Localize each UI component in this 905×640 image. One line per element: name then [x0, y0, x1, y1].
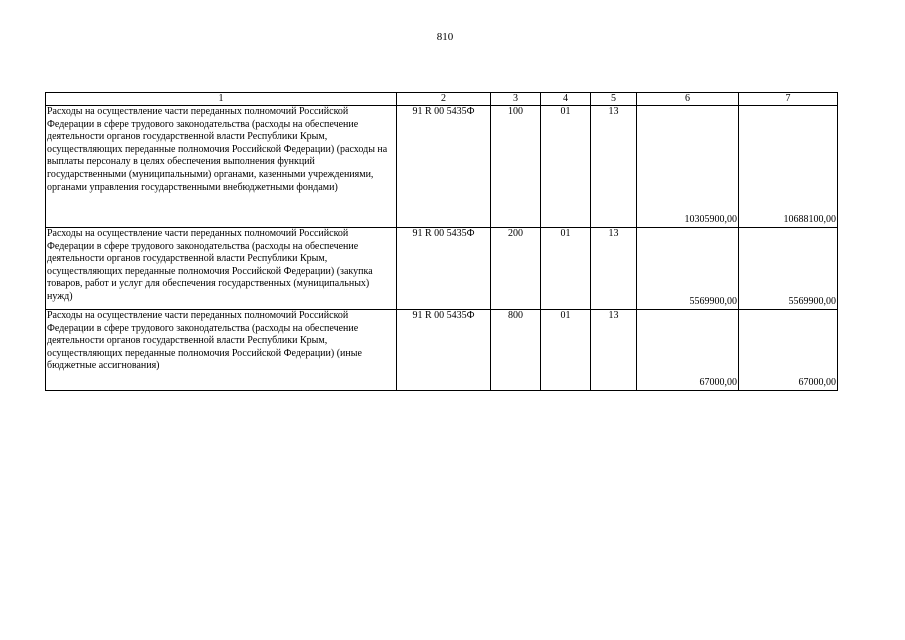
amount-col7: 67000,00	[739, 310, 838, 391]
target-article-code: 91 R 00 5435Ф	[397, 310, 491, 391]
amount-col7: 10688100,00	[739, 106, 838, 228]
target-article-code: 91 R 00 5435Ф	[397, 228, 491, 310]
expense-description: Расходы на осуществление части переданных полномочий Российской Федерации в сфере трудового законодательства (расходы на обеспечение деятельности органов государственной власти Республики Крым, осуществляющих переданные полномочия Российской Федерации) (иные бюджетные ассигнования)	[46, 310, 397, 391]
page-number: 810	[436, 31, 454, 43]
subsection-code: 13	[591, 228, 637, 310]
column-header: 7	[739, 93, 838, 106]
amount-col6: 67000,00	[637, 310, 739, 391]
table-header-row	[46, 93, 838, 106]
expense-description: Расходы на осуществление части переданных полномочий Российской Федерации в сфере трудового законодательства (расходы на обеспечение деятельности органов государственной власти Республики Крым, осуществляющих переданные полномочия Российской Федерации) (расходы на выплаты персоналу в целях обеспечения выполнения функций государственными (муниципальными) органами, казенными учреждениями, органами управления государственными внебюджетными фондами)	[46, 106, 397, 228]
column-header: 3	[491, 93, 541, 106]
section-code: 01	[541, 310, 591, 391]
expense-type-code: 200	[491, 228, 541, 310]
column-header: 1	[46, 93, 397, 106]
column-header: 5	[591, 93, 637, 106]
column-header: 2	[397, 93, 491, 106]
amount-col6: 5569900,00	[637, 228, 739, 310]
expense-type-code: 100	[491, 106, 541, 228]
amount-col7: 5569900,00	[739, 228, 838, 310]
expense-type-code: 800	[491, 310, 541, 391]
subsection-code: 13	[591, 310, 637, 391]
expense-description: Расходы на осуществление части переданных полномочий Российской Федерации в сфере трудового законодательства (расходы на обеспечение деятельности органов государственной власти Республики Крым, осуществляющих переданные полномочия Российской Федерации) (закупка товаров, работ и услуг для обеспечения государственных (муниципальных) нужд)	[46, 228, 397, 310]
table-row	[46, 106, 838, 228]
table-row	[46, 310, 838, 391]
table-row	[46, 228, 838, 310]
column-header: 6	[637, 93, 739, 106]
column-header: 4	[541, 93, 591, 106]
target-article-code: 91 R 00 5435Ф	[397, 106, 491, 228]
section-code: 01	[541, 228, 591, 310]
budget-table	[45, 92, 838, 391]
subsection-code: 13	[591, 106, 637, 228]
section-code: 01	[541, 106, 591, 228]
amount-col6: 10305900,00	[637, 106, 739, 228]
